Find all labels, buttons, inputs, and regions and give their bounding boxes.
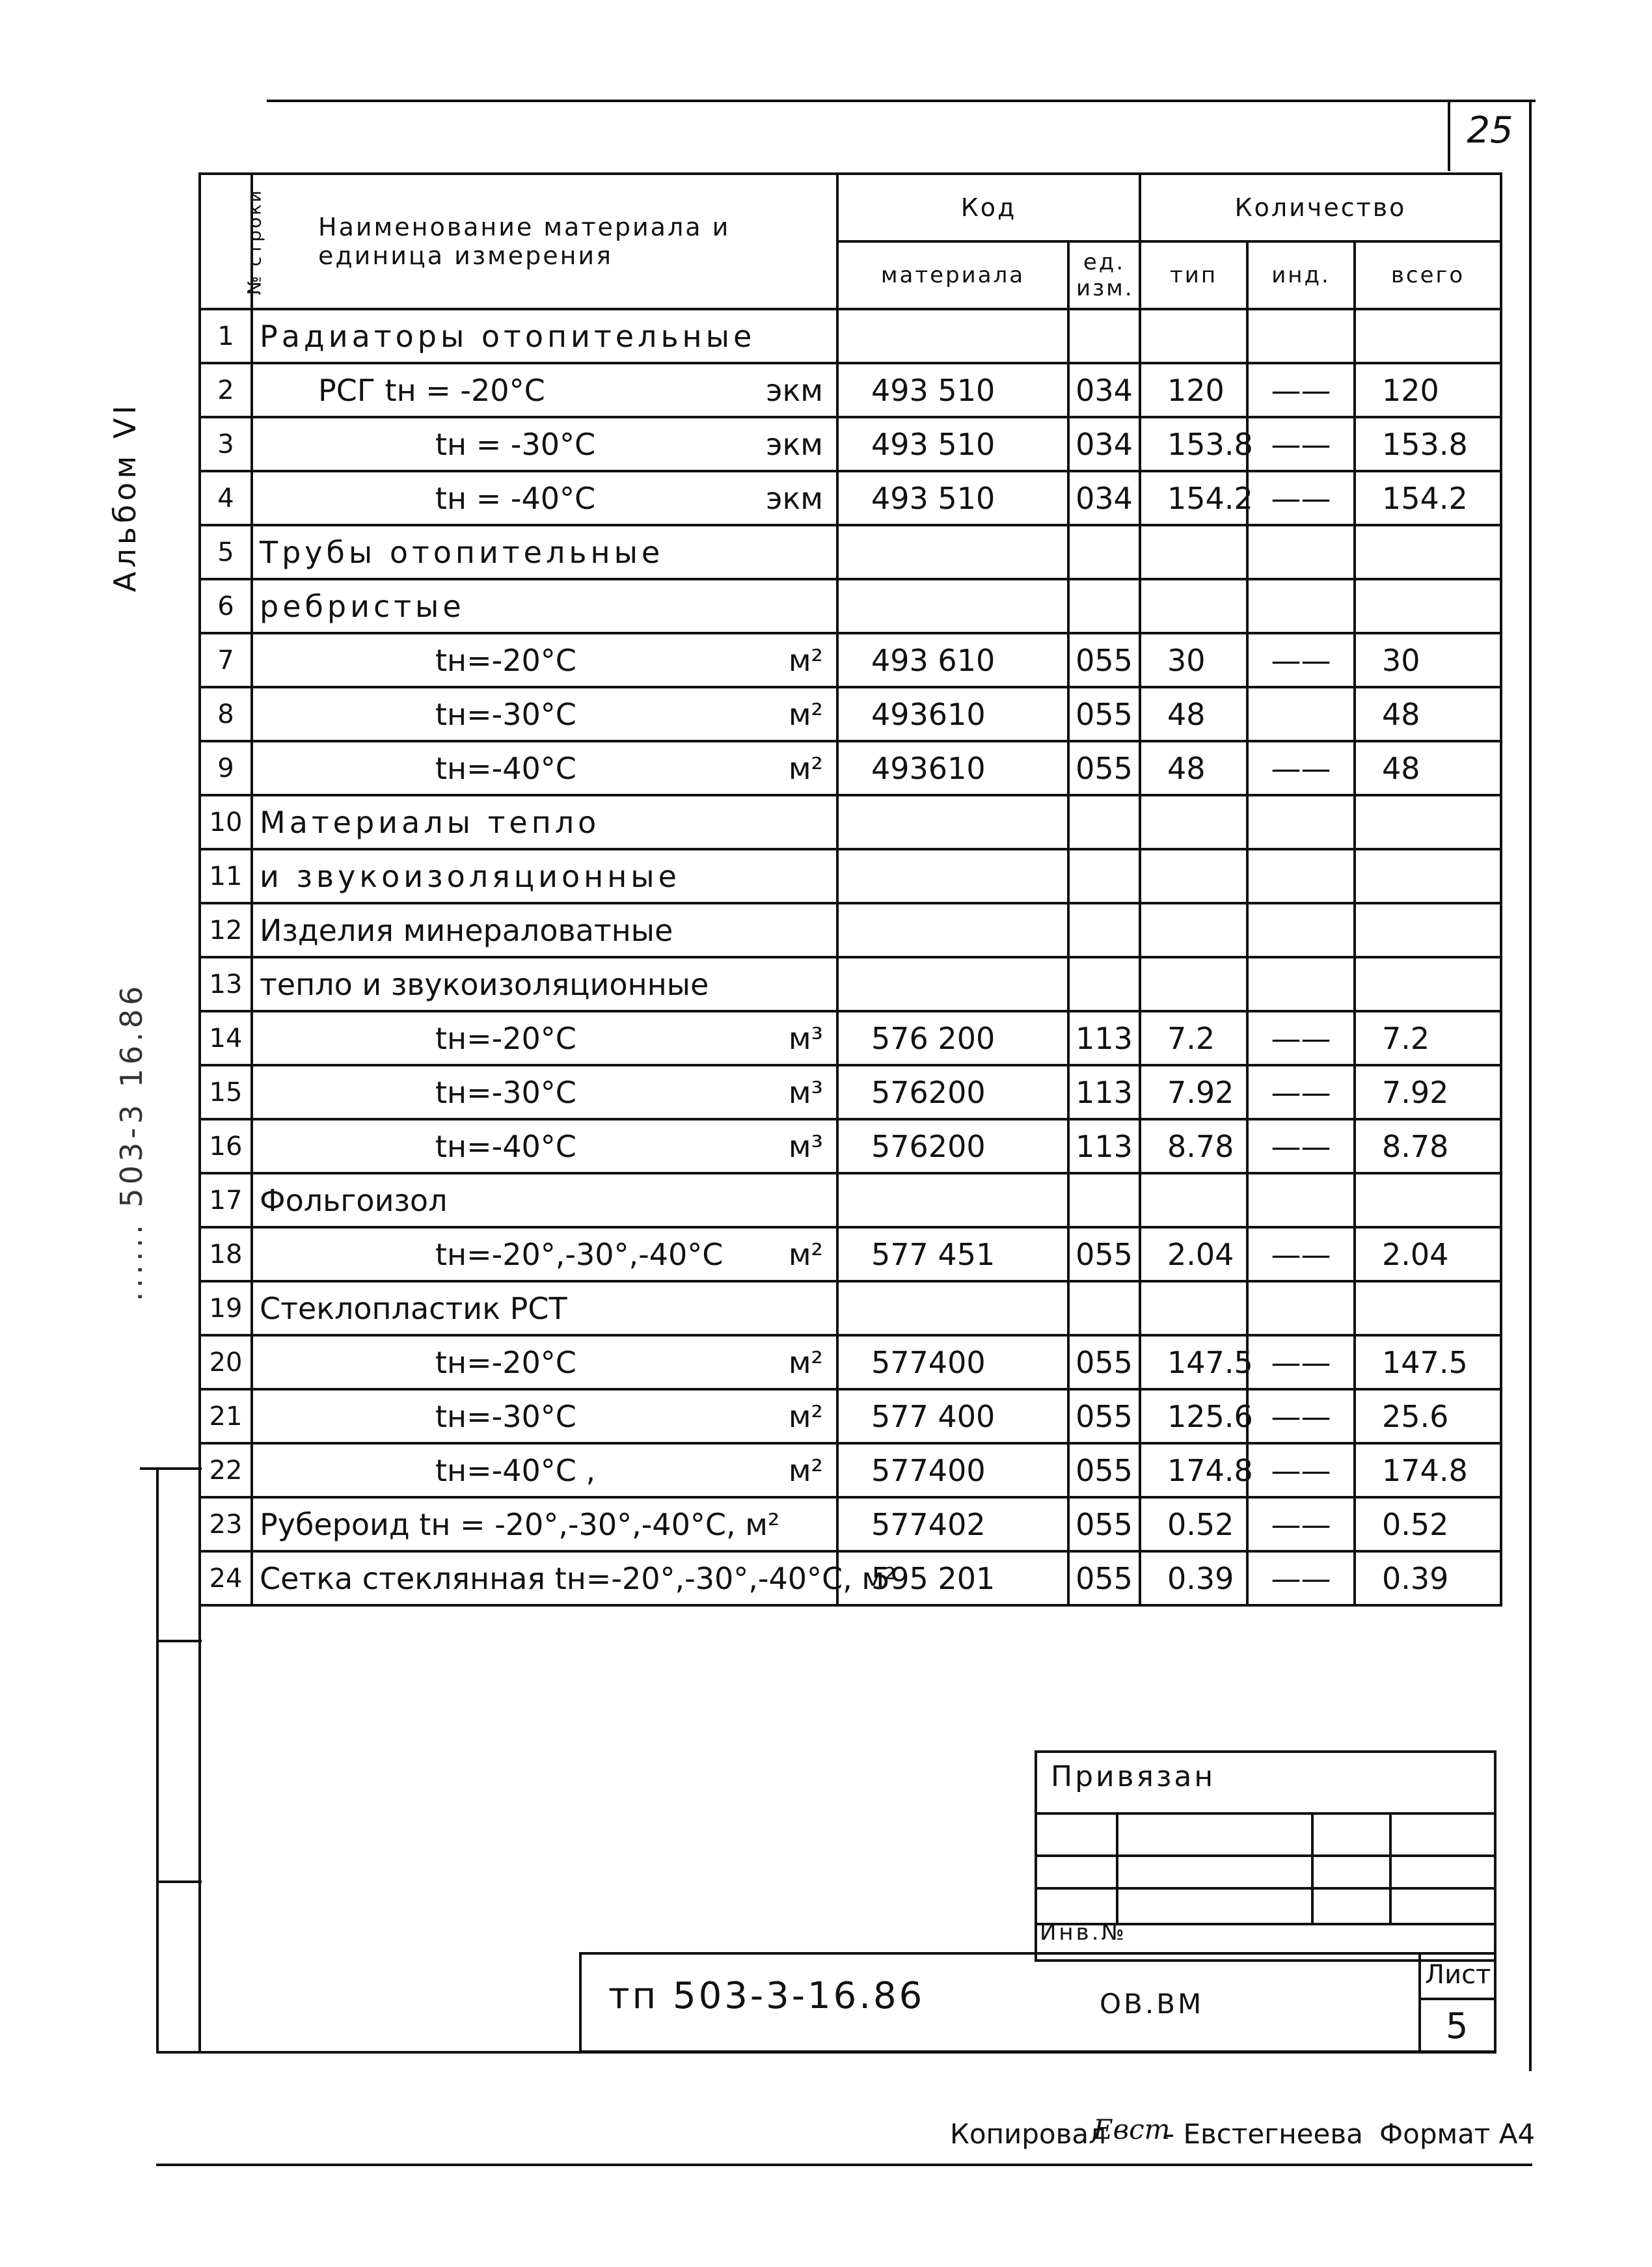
qty-ind (1247, 309, 1355, 363)
bottom-footer-line (156, 2164, 1532, 2166)
qty-typ: 174.8 (1140, 1443, 1247, 1497)
right-border-line (1529, 100, 1532, 2071)
qty-typ (1140, 309, 1247, 363)
material-code: 576200 (837, 1119, 1068, 1173)
material-unit-label: м² (788, 750, 823, 786)
material-unit-label: м² (788, 642, 823, 678)
qty-total: 25.6 (1355, 1389, 1501, 1443)
row-number: 16 (200, 1119, 252, 1173)
stamp-col-line-1 (1116, 1812, 1118, 1923)
material-code: 595 201 (837, 1551, 1068, 1605)
format-label: Формат А4 (1379, 2118, 1536, 2150)
copied-label: Копировал (950, 2118, 1106, 2150)
material-name-label: tн=-40°С (435, 750, 576, 786)
qty-total: 174.8 (1355, 1443, 1501, 1497)
material-unit-label: м² (788, 1344, 823, 1380)
qty-typ: 2.04 (1140, 1227, 1247, 1281)
row-number: 2 (200, 363, 252, 417)
qty-total: 147.5 (1355, 1335, 1501, 1389)
material-code: 493610 (837, 741, 1068, 795)
doc-mark: ОВ.ВМ (1100, 1988, 1204, 2020)
row-number: 3 (200, 417, 252, 471)
material-name (252, 1335, 837, 1389)
unit-code: 113 (1068, 1011, 1140, 1065)
table-row (200, 1443, 1501, 1497)
qty-total: 7.92 (1355, 1065, 1501, 1119)
table-row (200, 1011, 1501, 1065)
row-number: 10 (200, 795, 252, 849)
qty-ind: —— (1247, 1227, 1355, 1281)
material-name (252, 1119, 837, 1173)
material-code (837, 849, 1068, 903)
qty-ind: —— (1247, 1011, 1355, 1065)
material-name (252, 1443, 837, 1497)
row-number: 5 (200, 525, 252, 579)
title-sheet-divider (1418, 1952, 1421, 2053)
table-row (200, 1551, 1501, 1605)
material-name-label: tн=-20°С (435, 642, 576, 678)
stamp-row-line-1 (1035, 1812, 1496, 1815)
material-name-label: РСГ tн = -20°С (318, 372, 545, 408)
material-name-label: tн=-40°С , (435, 1452, 596, 1488)
qty-total (1355, 957, 1501, 1011)
qty-ind (1247, 687, 1355, 741)
material-name (252, 417, 837, 471)
material-name-label: tн=-30°С (435, 696, 576, 732)
qty-ind (1247, 525, 1355, 579)
table-row (200, 795, 1501, 849)
table-row (200, 849, 1501, 903)
qty-total: 7.2 (1355, 1011, 1501, 1065)
page-num-divider (1448, 100, 1450, 171)
material-name-label: Сетка стеклянная tн=-20°,-30°,-40°С, м² (260, 1560, 897, 1596)
qty-ind (1247, 903, 1355, 957)
sheet-label: Лист (1425, 1960, 1491, 1990)
table-row (200, 417, 1501, 471)
table-row (200, 579, 1501, 633)
material-code: 576 200 (837, 1011, 1068, 1065)
unit-code: 055 (1068, 1443, 1140, 1497)
qty-typ (1140, 903, 1247, 957)
material-name (252, 471, 837, 525)
qty-ind: —— (1247, 1119, 1355, 1173)
material-name-label: tн = -40°С (435, 480, 596, 516)
row-number: 23 (200, 1497, 252, 1551)
margin-tick-1 (140, 1467, 202, 1470)
material-unit-label: м³ (788, 1020, 823, 1056)
row-number: 6 (200, 579, 252, 633)
top-border-line (267, 100, 1536, 102)
header-code: Код (837, 174, 1140, 241)
unit-code (1068, 849, 1140, 903)
unit-code (1068, 795, 1140, 849)
material-name-label: тепло и звукоизоляционные (260, 966, 709, 1002)
row-number: 13 (200, 957, 252, 1011)
unit-code (1068, 903, 1140, 957)
qty-total (1355, 903, 1501, 957)
material-code: 493 610 (837, 633, 1068, 687)
table-row (200, 1227, 1501, 1281)
material-code (837, 525, 1068, 579)
qty-typ: 154.2 (1140, 471, 1247, 525)
qty-typ: 147.5 (1140, 1335, 1247, 1389)
row-number: 11 (200, 849, 252, 903)
unit-code: 055 (1068, 741, 1140, 795)
row-number: 18 (200, 1227, 252, 1281)
qty-total (1355, 525, 1501, 579)
material-name (252, 957, 837, 1011)
unit-code: 055 (1068, 1227, 1140, 1281)
material-code (837, 309, 1068, 363)
stamp-row-line-3 (1035, 1887, 1496, 1890)
material-code (837, 1281, 1068, 1335)
stamp-col-line-3 (1389, 1812, 1392, 1923)
row-number: 19 (200, 1281, 252, 1335)
material-code: 576200 (837, 1065, 1068, 1119)
material-unit-label: экм (766, 426, 823, 462)
unit-code (1068, 309, 1140, 363)
material-code: 577 400 (837, 1389, 1068, 1443)
material-name-label: tн=-20°С (435, 1020, 576, 1056)
unit-code: 113 (1068, 1065, 1140, 1119)
qty-typ (1140, 1173, 1247, 1227)
qty-typ: 120 (1140, 363, 1247, 417)
row-number: 17 (200, 1173, 252, 1227)
row-number: 21 (200, 1389, 252, 1443)
table-row (200, 1281, 1501, 1335)
table-row (200, 957, 1501, 1011)
header-total: всего (1355, 241, 1501, 309)
series-label: ...... 503-3 16.86 (114, 982, 149, 1301)
row-number: 1 (200, 309, 252, 363)
unit-code (1068, 525, 1140, 579)
material-name-label: Рубероид tн = -20°,-30°,-40°С, м² (260, 1506, 780, 1542)
qty-ind (1247, 1281, 1355, 1335)
qty-typ (1140, 849, 1247, 903)
material-name (252, 1497, 837, 1551)
table-row (200, 363, 1501, 417)
table-row (200, 1335, 1501, 1389)
qty-typ (1140, 579, 1247, 633)
qty-ind (1247, 1173, 1355, 1227)
qty-total: 0.52 (1355, 1497, 1501, 1551)
material-name (252, 309, 837, 363)
margin-tick-3 (156, 1880, 202, 1883)
qty-total: 48 (1355, 741, 1501, 795)
page-number: 25 (1467, 109, 1513, 152)
qty-total: 0.39 (1355, 1551, 1501, 1605)
qty-total: 120 (1355, 363, 1501, 417)
stamp-row-line-2 (1035, 1854, 1496, 1857)
table-row (200, 471, 1501, 525)
unit-code: 034 (1068, 417, 1140, 471)
stamp-col-line-2 (1311, 1812, 1314, 1923)
privyazan-label: Привязан (1051, 1760, 1216, 1793)
copied-signature: Евст (1093, 2113, 1171, 2145)
qty-total: 8.78 (1355, 1119, 1501, 1173)
qty-total (1355, 1173, 1501, 1227)
qty-typ: 125.6 (1140, 1389, 1247, 1443)
header-unit: ед. изм. (1068, 241, 1140, 309)
table-row (200, 633, 1501, 687)
table-row (200, 1497, 1501, 1551)
qty-typ (1140, 1281, 1247, 1335)
qty-ind: —— (1247, 1065, 1355, 1119)
row-number: 20 (200, 1335, 252, 1389)
material-code: 493610 (837, 687, 1068, 741)
qty-typ: 48 (1140, 741, 1247, 795)
row-number: 22 (200, 1443, 252, 1497)
table-row (200, 1065, 1501, 1119)
material-unit-label: м² (788, 1236, 823, 1272)
material-unit-label: экм (766, 372, 823, 408)
material-code: 577400 (837, 1443, 1068, 1497)
qty-typ (1140, 957, 1247, 1011)
material-name-label: и звукоизоляционные (260, 858, 681, 894)
material-unit-label: м³ (788, 1074, 823, 1110)
material-code (837, 957, 1068, 1011)
qty-ind: —— (1247, 1389, 1355, 1443)
qty-typ (1140, 795, 1247, 849)
header-quantity: Количество (1140, 174, 1501, 241)
row-number: 7 (200, 633, 252, 687)
material-name-label: Радиаторы отопительные (260, 318, 756, 354)
qty-total: 153.8 (1355, 417, 1501, 471)
material-name-label: Материалы тепло (260, 804, 601, 840)
material-code: 493 510 (837, 471, 1068, 525)
qty-typ: 30 (1140, 633, 1247, 687)
qty-total: 154.2 (1355, 471, 1501, 525)
qty-typ: 7.2 (1140, 1011, 1247, 1065)
row-number: 15 (200, 1065, 252, 1119)
qty-ind: —— (1247, 741, 1355, 795)
unit-code: 113 (1068, 1119, 1140, 1173)
material-name (252, 741, 837, 795)
material-code: 577 451 (837, 1227, 1068, 1281)
title-sheet-line (1418, 1998, 1496, 2000)
qty-total (1355, 795, 1501, 849)
row-number: 8 (200, 687, 252, 741)
table-row (200, 1389, 1501, 1443)
qty-ind (1247, 957, 1355, 1011)
qty-ind (1247, 579, 1355, 633)
row-number: 24 (200, 1551, 252, 1605)
material-code: 493 510 (837, 417, 1068, 471)
material-name-label: tн=-40°С (435, 1128, 576, 1164)
qty-typ (1140, 525, 1247, 579)
unit-code (1068, 1173, 1140, 1227)
material-name (252, 579, 837, 633)
material-code: 493 510 (837, 363, 1068, 417)
doc-code: тп 503-3-16.86 (608, 1975, 925, 2017)
qty-ind: —— (1247, 417, 1355, 471)
unit-code: 055 (1068, 1551, 1140, 1605)
material-name (252, 687, 837, 741)
material-name (252, 1227, 837, 1281)
material-name-label: Изделия минераловатные (260, 912, 673, 948)
qty-total (1355, 1281, 1501, 1335)
material-code (837, 1173, 1068, 1227)
unit-code: 034 (1068, 363, 1140, 417)
material-name (252, 1011, 837, 1065)
material-unit-label: м² (788, 1398, 823, 1434)
row-number: 14 (200, 1011, 252, 1065)
qty-total (1355, 309, 1501, 363)
qty-ind: —— (1247, 633, 1355, 687)
material-name (252, 525, 837, 579)
header-name: Наименование материала и единица измерения (252, 174, 837, 309)
material-name (252, 903, 837, 957)
qty-total: 2.04 (1355, 1227, 1501, 1281)
unit-code: 055 (1068, 687, 1140, 741)
unit-code (1068, 1281, 1140, 1335)
qty-ind: —— (1247, 1443, 1355, 1497)
material-code: 577402 (837, 1497, 1068, 1551)
material-name-label: tн=-20°,-30°,-40°С (435, 1236, 724, 1272)
material-name (252, 1389, 837, 1443)
qty-ind: —— (1247, 1551, 1355, 1605)
header-material: материала (837, 241, 1068, 309)
left-margin-line (156, 1467, 159, 2053)
header-ind: инд. (1247, 241, 1355, 309)
table-row (200, 1119, 1501, 1173)
table-row (200, 309, 1501, 363)
qty-typ: 0.52 (1140, 1497, 1247, 1551)
material-code (837, 579, 1068, 633)
inv-no-label: Инв.№ (1040, 1920, 1127, 1946)
material-name-label: tн=-30°С (435, 1074, 576, 1110)
material-name (252, 1281, 837, 1335)
unit-code: 034 (1068, 471, 1140, 525)
qty-total: 48 (1355, 687, 1501, 741)
qty-ind: —— (1247, 363, 1355, 417)
unit-code: 055 (1068, 1497, 1140, 1551)
material-unit-label: м³ (788, 1128, 823, 1164)
material-code (837, 903, 1068, 957)
unit-code: 055 (1068, 633, 1140, 687)
material-name (252, 849, 837, 903)
row-number: 12 (200, 903, 252, 957)
material-name (252, 1173, 837, 1227)
material-name (252, 795, 837, 849)
material-name (252, 363, 837, 417)
qty-ind: —— (1247, 1335, 1355, 1389)
material-name-label: Трубы отопительные (260, 534, 664, 570)
material-unit-label: экм (766, 480, 823, 516)
qty-total (1355, 849, 1501, 903)
copied-name: - Евстегнеева (1165, 2118, 1363, 2150)
row-number: 4 (200, 471, 252, 525)
material-name (252, 1551, 897, 1605)
qty-ind (1247, 795, 1355, 849)
table-row (200, 741, 1501, 795)
qty-ind: —— (1247, 1497, 1355, 1551)
unit-code: 055 (1068, 1335, 1140, 1389)
unit-code (1068, 957, 1140, 1011)
qty-typ: 7.92 (1140, 1065, 1247, 1119)
materials-table (198, 172, 1502, 1607)
qty-total (1355, 579, 1501, 633)
header-typ: тип (1140, 241, 1247, 309)
unit-code (1068, 579, 1140, 633)
material-name (252, 633, 837, 687)
margin-tick-2 (156, 1640, 202, 1642)
table-row (200, 903, 1501, 957)
unit-code: 055 (1068, 1389, 1140, 1443)
material-name-label: tн=-20°С (435, 1344, 576, 1380)
material-unit-label: м² (788, 1452, 823, 1488)
table-row (200, 525, 1501, 579)
material-name (252, 1065, 837, 1119)
row-number: 9 (200, 741, 252, 795)
album-label: Альбом VI (107, 401, 142, 592)
qty-total: 30 (1355, 633, 1501, 687)
material-code: 577400 (837, 1335, 1068, 1389)
material-name-label: tн = -30°С (435, 426, 596, 462)
material-name-label: Фольгоизол (260, 1182, 448, 1218)
material-code (837, 795, 1068, 849)
qty-typ: 48 (1140, 687, 1247, 741)
qty-typ: 0.39 (1140, 1551, 1247, 1605)
material-unit-label: м² (788, 696, 823, 732)
qty-ind: —— (1247, 471, 1355, 525)
table-row (200, 687, 1501, 741)
material-name-label: tн=-30°С (435, 1398, 576, 1434)
header-row-no: № строки (200, 174, 252, 309)
material-name-label: ребристые (260, 588, 465, 624)
table-row (200, 1173, 1501, 1227)
sheet-number: 5 (1446, 2005, 1471, 2046)
material-name-label: Стеклопластик РСТ (260, 1290, 567, 1326)
qty-typ: 8.78 (1140, 1119, 1247, 1173)
qty-ind (1247, 849, 1355, 903)
qty-typ: 153.8 (1140, 417, 1247, 471)
